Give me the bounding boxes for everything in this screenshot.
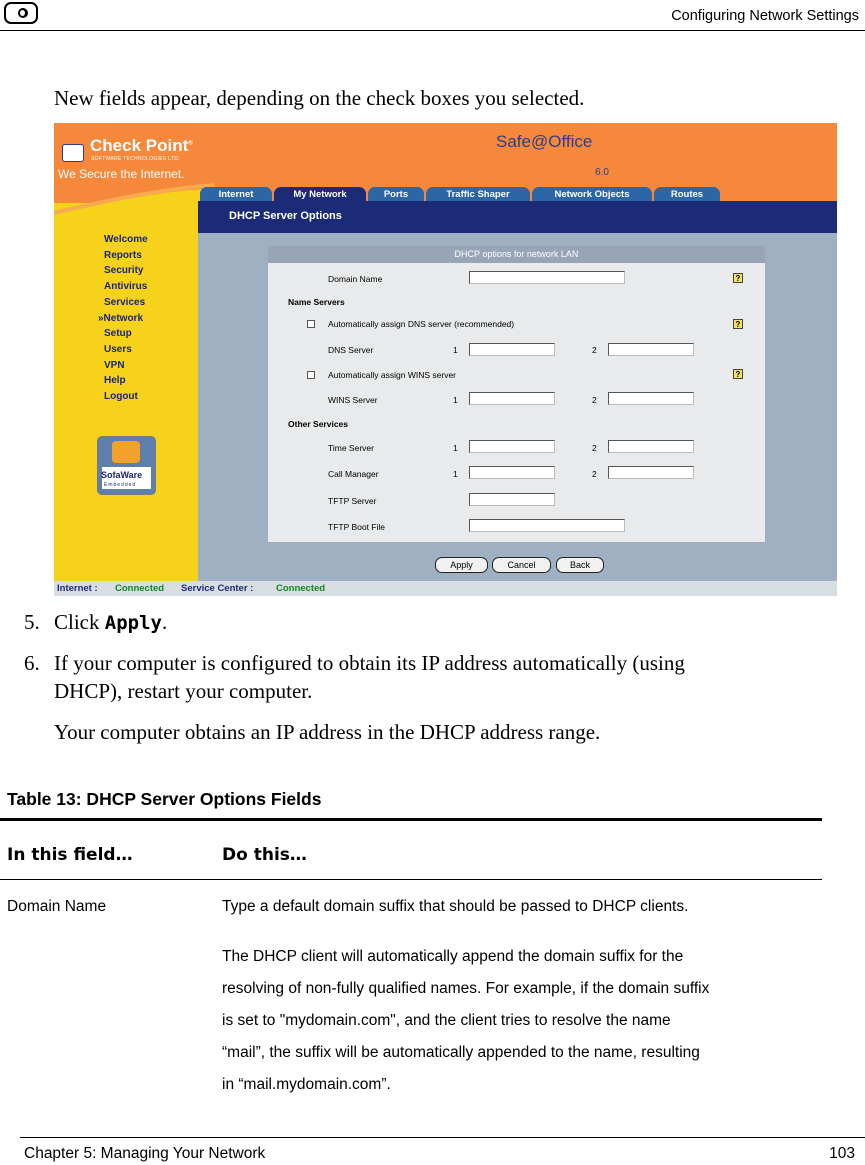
wins-1-label: 1 [453, 395, 458, 405]
sidebar-item-help[interactable]: Help [104, 375, 126, 386]
tftp-server-input[interactable] [469, 493, 555, 506]
table-row-desc-2d: “mail”, the suffix will be automatically appended to the name, resulting [222, 1044, 700, 1061]
table-top-rule [0, 818, 822, 821]
footer-page-number: 103 [829, 1145, 855, 1162]
header-rule [0, 30, 865, 31]
tab-internet[interactable]: Internet [200, 187, 272, 202]
wins-server-2-input[interactable] [608, 392, 694, 405]
tab-traffic-shaper[interactable]: Traffic Shaper [426, 187, 530, 202]
step-5-text: Click Apply. [54, 610, 168, 634]
auto-dns-label: Automatically assign DNS server (recommended) [328, 319, 515, 329]
sidebar-item-vpn[interactable]: VPN [104, 360, 125, 371]
intro-text: New fields appear, depending on the check boxes you selected. [54, 86, 585, 110]
footer-rule [20, 1137, 865, 1138]
safe-at-office-screenshot [54, 123, 837, 596]
domain-name-label: Domain Name [328, 274, 383, 284]
call-manager-label: Call Manager [328, 469, 379, 479]
page-title: DHCP Server Options [229, 210, 342, 222]
sofaware-logo: SofaWare Embedded [97, 436, 156, 495]
wins-2-label: 2 [592, 395, 597, 405]
panel-title: DHCP options for network LAN [268, 246, 765, 263]
internet-status-label: Internet : [57, 583, 98, 594]
call-2-label: 2 [592, 469, 597, 479]
back-button[interactable]: Back [556, 557, 604, 573]
help-icon[interactable]: ? [733, 273, 743, 283]
product-name: Safe@Office [496, 132, 593, 151]
cd-icon [4, 2, 38, 24]
table-header-action: Do this… [222, 845, 307, 865]
product-version: 6.0 [595, 167, 609, 178]
sidebar-item-network[interactable]: »Network [98, 313, 144, 324]
sidebar-item-logout[interactable]: Logout [104, 391, 138, 402]
result-text: Your computer obtains an IP address in the DHCP address range. [54, 720, 601, 744]
brand-tagline: We Secure the Internet. [58, 167, 185, 181]
help-icon[interactable]: ? [733, 369, 743, 379]
sidebar-item-reports[interactable]: Reports [104, 250, 142, 261]
internet-status-value: Connected [115, 583, 165, 594]
brand-name: Check Point® [90, 136, 193, 155]
help-icon[interactable]: ? [733, 319, 743, 329]
cancel-button[interactable]: Cancel [492, 557, 551, 573]
table-row-desc-2c: is set to "mydomain.com", and the client tries to resolve the name [222, 1012, 671, 1029]
step-5-number: 5. [24, 610, 40, 634]
checkpoint-logo-icon [62, 144, 84, 162]
service-center-value: Connected [276, 583, 326, 594]
step-6-number: 6. [24, 651, 40, 675]
time-server-1-input[interactable] [469, 440, 555, 453]
footer-chapter: Chapter 5: Managing Your Network [24, 1145, 266, 1162]
table-row-desc-1: Type a default domain suffix that should be passed to DHCP clients. [222, 898, 689, 915]
service-center-label: Service Center : [181, 583, 254, 594]
name-servers-heading: Name Servers [288, 297, 345, 307]
apply-button[interactable]: Apply [435, 557, 488, 573]
auto-dns-checkbox[interactable] [307, 320, 315, 328]
sidebar-item-services[interactable]: Services [104, 297, 146, 308]
table-header-rule [0, 879, 822, 880]
time-2-label: 2 [592, 443, 597, 453]
call-manager-1-input[interactable] [469, 466, 555, 479]
sofa-icon [112, 441, 140, 463]
wins-server-label: WINS Server [328, 395, 378, 405]
tab-ports[interactable]: Ports [368, 187, 424, 202]
sidebar-item-setup[interactable]: Setup [104, 328, 132, 339]
running-header: Configuring Network Settings [671, 8, 859, 24]
sidebar-item-users[interactable]: Users [104, 344, 132, 355]
time-server-label: Time Server [328, 443, 374, 453]
sidebar-item-security[interactable]: Security [104, 265, 144, 276]
wins-server-1-input[interactable] [469, 392, 555, 405]
table-row-desc-2a: The DHCP client will automatically append the domain suffix for the [222, 948, 684, 965]
tftp-boot-label: TFTP Boot File [328, 522, 385, 532]
domain-name-input[interactable] [469, 271, 625, 284]
dns-server-2-input[interactable] [608, 343, 694, 356]
auto-wins-label: Automatically assign WINS server [328, 370, 457, 380]
dns-server-label: DNS Server [328, 345, 374, 355]
brand-subtitle: SOFTWARE TECHNOLOGIES LTD. [91, 156, 180, 162]
tab-network-objects[interactable]: Network Objects [532, 187, 652, 202]
table-row-desc-2b: resolving of non-fully qualified names. For example, if the domain suffix [222, 980, 710, 997]
step-6-line1: If your computer is configured to obtain its IP address automatically (using [54, 651, 685, 675]
table-caption: Table 13: DHCP Server Options Fields [7, 789, 322, 809]
table-row-field: Domain Name [7, 898, 107, 915]
other-services-heading: Other Services [288, 419, 349, 429]
sidebar-item-antivirus[interactable]: Antivirus [104, 281, 148, 292]
table-row-desc-2e: in “mail.mydomain.com”. [222, 1076, 391, 1093]
time-server-2-input[interactable] [608, 440, 694, 453]
time-1-label: 1 [453, 443, 458, 453]
dns-2-label: 2 [592, 345, 597, 355]
tab-my-network[interactable]: My Network [274, 187, 366, 202]
table-header-field: In this field… [7, 845, 133, 865]
tab-routes[interactable]: Routes [654, 187, 720, 202]
tftp-server-label: TFTP Server [328, 496, 377, 506]
sidebar-item-welcome[interactable]: Welcome [104, 234, 148, 245]
auto-wins-checkbox[interactable] [307, 371, 315, 379]
step-6-line2: DHCP), restart your computer. [54, 679, 313, 703]
call-1-label: 1 [453, 469, 458, 479]
tftp-boot-input[interactable] [469, 519, 625, 532]
dns-1-label: 1 [453, 345, 458, 355]
call-manager-2-input[interactable] [608, 466, 694, 479]
status-bar [54, 581, 837, 596]
dns-server-1-input[interactable] [469, 343, 555, 356]
